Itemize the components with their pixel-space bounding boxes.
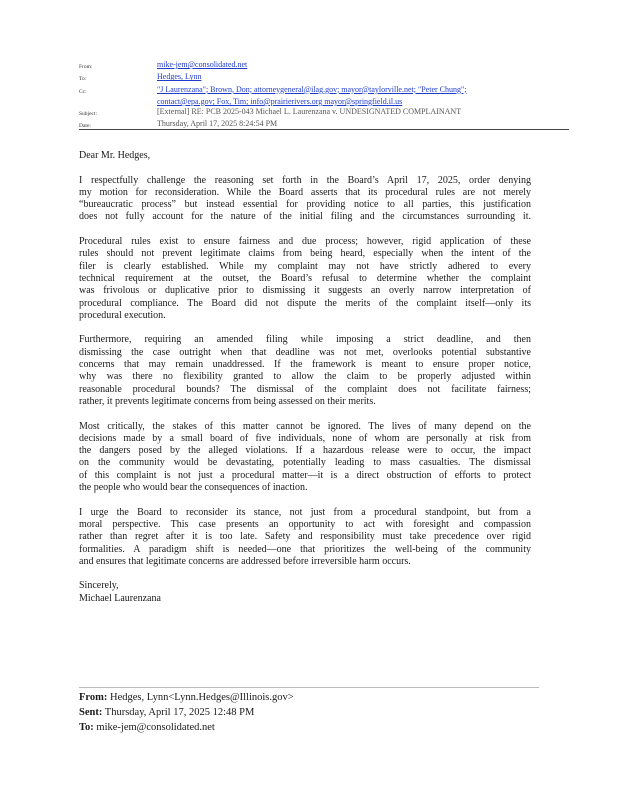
salutation: Dear Mr. Hedges, <box>79 150 151 161</box>
paragraph-line: Most critically, the stakes of this matter cannot be ignored. The lives of many depend on the <box>79 420 531 432</box>
date-text: Thursday, April 17, 2025 8:24:54 PM <box>157 119 278 129</box>
paragraph-line: Procedural rules exist to ensure fairness and due process; however, rigid application of these <box>79 236 531 248</box>
paragraph-line: and ensures that legitimate concerns are addressed before irreversible harm occurs. <box>79 555 411 567</box>
quoted-from-value: Hedges, Lynn<Lynn.Hedges@Illinois.gov> <box>110 692 294 703</box>
paragraph-line: concerns that may remain unaddressed. If the framework is meant to ensure proper notice, <box>79 359 531 371</box>
paragraph-line: rules should not prevent legitimate claims from being heard, especially when the intent of the <box>79 248 531 260</box>
header-to-row <box>79 72 569 84</box>
header-cc-row <box>79 85 569 97</box>
cc-label: Cc: <box>79 88 87 95</box>
quoted-sent-row <box>79 705 294 720</box>
paragraph-line: “bureaucratic process” but instead essential for providing notice to all parties, this justification <box>79 199 531 211</box>
paragraph-line: procedural execution. <box>79 309 166 321</box>
date-label: Date: <box>79 123 91 130</box>
subject-text: [External] RE: PCB 2025-043 Michael L. Laurenzana v. UNDESIGNATED COMPLAINANT <box>157 107 462 117</box>
email-header <box>79 60 569 132</box>
paragraph-3 <box>79 334 531 408</box>
paragraph-line: of this complaint is not just a procedural matter—it is a direct obstruction of efforts to protect <box>79 469 531 481</box>
paragraph-1 <box>79 175 531 224</box>
header-divider <box>79 129 569 130</box>
cc-recipients-line-1[interactable]: "J Laurenzana"; Brown, Don; attorneygeneral@ilag.gov; mayor@taylorville.net; "Peter Chung"; <box>157 84 467 94</box>
paragraph-2 <box>79 236 531 322</box>
to-recipient-link[interactable]: Hedges, Lynn <box>157 72 202 82</box>
quoted-message-header <box>79 690 294 735</box>
letter-body <box>79 150 531 605</box>
quoted-to-value: mike-jem@consolidated.net <box>96 722 215 733</box>
quoted-sent-value: Thursday, April 17, 2025 12:48 PM <box>104 707 255 718</box>
quoted-from-row <box>79 690 294 705</box>
quoted-to-label: To: <box>79 722 94 733</box>
from-address-link[interactable]: mike-jem@consolidated.net <box>157 60 248 69</box>
paragraph-line: Furthermore, requiring an amended filing while imposing a strict deadline, and then <box>79 334 531 346</box>
paragraph-line: reasonable procedural bounds? The dismissal of the complaint does not facilitate fairness; <box>79 383 531 395</box>
paragraph-line: technical requirement at the outset, the Board’s refusal to determine whether the complaint <box>79 272 531 284</box>
subject-label: Subject: <box>79 111 98 118</box>
paragraph-4 <box>79 421 531 495</box>
to-label: To: <box>79 76 87 83</box>
header-cc-row-2 <box>79 97 569 107</box>
paragraph-line: rather than regret after it is too late. Safety and responsibility must take precedence over rigid <box>79 531 531 543</box>
paragraph-line: the people who would bear the consequences of inaction. <box>79 482 308 494</box>
closing: Sincerely, <box>79 580 119 592</box>
paragraph-line: why was there no flexibility granted to allow the claim to be properly adjusted within <box>79 371 531 383</box>
paragraph-line: moral perspective. This case presents an opportunity to act with foresight and compassion <box>79 518 531 530</box>
paragraph-5 <box>79 507 531 568</box>
paragraph-line: my motion for reconsideration. While the Board asserts that its procedural rules are not merely <box>79 186 531 198</box>
paragraph-line: I respectfully challenge the reasoning set forth in the Board’s April 17, 2025, order denying <box>79 174 531 186</box>
quoted-from-label: From: <box>79 692 108 703</box>
quoted-sent-label: Sent: <box>79 707 103 718</box>
paragraph-line: the dangers posed by the alleged violations. If a hazardous release were to occur, the impact <box>79 445 531 457</box>
quoted-to-row <box>79 720 294 735</box>
quoted-message-divider <box>79 687 539 688</box>
from-label: From: <box>79 64 93 70</box>
paragraph-line: I urge the Board to reconsider its stance, not just from a procedural standpoint, but from a <box>79 506 531 518</box>
paragraph-line: was frivolous or duplicative prior to dismissing it suggests an overly narrow interpretation of <box>79 285 531 297</box>
cc-recipients-line-2[interactable]: contact@epa.gov; Fox, Tim; info@prairierivers.org mayor@springfield.il.us <box>157 96 403 106</box>
paragraph-line: dismissing the case outright when that deadline was not met, overlooks potential substantive <box>79 346 531 358</box>
paragraph-line: rather, it prevents legitimate concerns from being assessed on their merits. <box>79 395 376 407</box>
paragraph-line: formalities. A paradigm shift is needed—one that prioritizes the well-being of the community <box>79 543 531 555</box>
signature: Michael Laurenzana <box>79 592 161 604</box>
paragraph-line: decisions made by a small board of five individuals, none of whom are personally at risk from <box>79 432 531 444</box>
paragraph-line: on the community would be devastating, potentially leading to mass casualties. The dismissal <box>79 457 531 469</box>
paragraph-line: procedural compliance. The Board did not dispute the merits of the complaint itself—only its <box>79 297 531 309</box>
paragraph-line: does not fully account for the nature of the initial filing and the circumstances surrounding it. <box>79 211 531 223</box>
paragraph-line: filer is clearly established. While my complaint may not have strictly adhered to every <box>79 260 531 272</box>
header-from-row <box>79 60 569 72</box>
header-subject-row <box>79 107 569 119</box>
